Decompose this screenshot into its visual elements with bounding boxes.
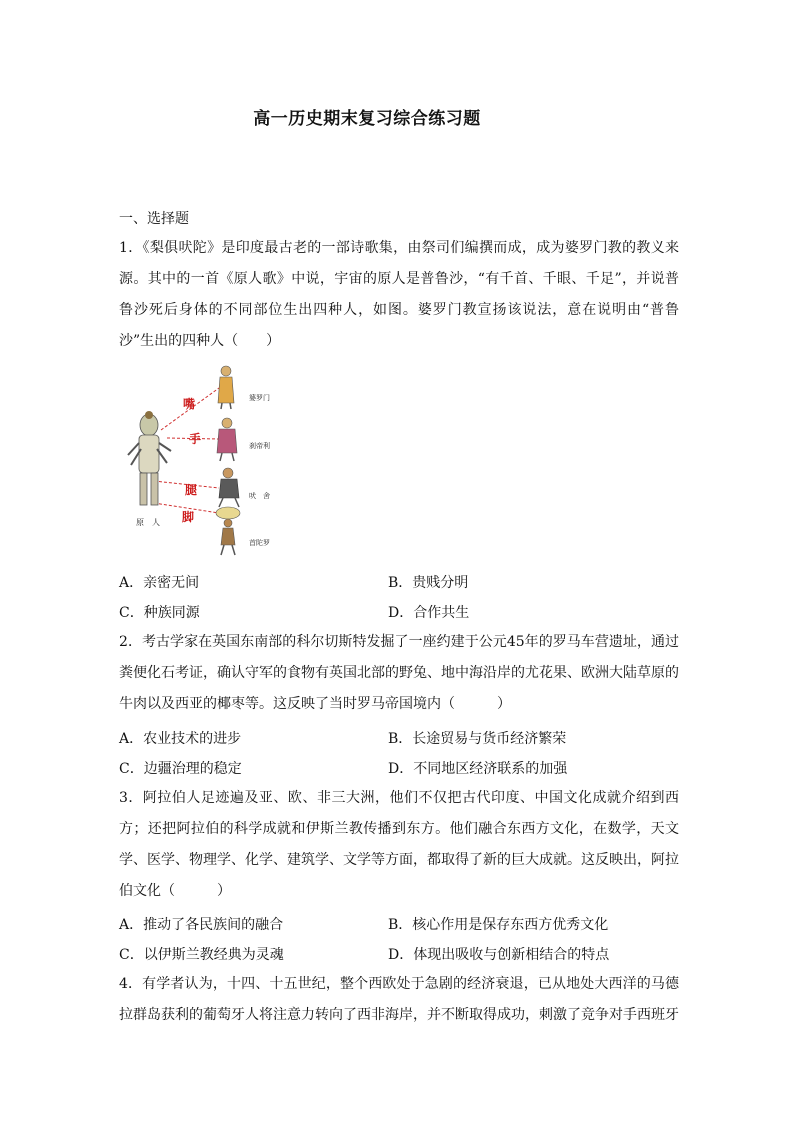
section-heading: 一、选择题: [119, 211, 189, 227]
question-3-options-row-1: [119, 914, 679, 936]
question-1-options-row-2: [119, 602, 679, 624]
body-part-mouth: 嘴: [183, 397, 196, 411]
origin-label: 原 人: [136, 518, 160, 527]
q1-option-b[interactable]: B．贵贱分明: [388, 575, 469, 591]
q3-option-c[interactable]: C．以伊斯兰教经典为灵魂: [119, 947, 284, 963]
q1-option-c[interactable]: C．种族同源: [119, 605, 200, 621]
question-4-text: 4．有学者认为，十四、十五世纪，整个西欧处于急剧的经济衰退，已从地处大西洋的马德拉群岛获利的葡萄牙人将注意力转向了西非海岸，并不断取得成功，刺激了竞争对手西班牙: [119, 976, 679, 1023]
body-part-hand: 手: [189, 432, 202, 446]
caste-shudra: 首陀罗: [249, 539, 270, 547]
q3-option-b[interactable]: B．核心作用是保存东西方优秀文化: [388, 917, 609, 933]
purusha-figure: [128, 411, 171, 505]
caste-brahmin: 婆罗门: [249, 394, 270, 402]
question-1-text: 1．《梨俱吠陀》是印度最古老的一部诗歌集，由祭司们编撰而成，成为婆罗门教的教义来源。其中的一首《原人歌》中说，宇宙的原人是普鲁沙，“有千首、千眼、千足”，并说普鲁沙死后身体的不同部位生出四种人，如图。婆罗门教宣扬该说法，意在说明由“普鲁沙”生出的四种人（ ）: [119, 240, 679, 349]
question-1-options-row-1: [119, 572, 679, 594]
caste-kshatriya: 刹帝利: [249, 442, 270, 450]
q2-option-a[interactable]: A．农业技术的进步: [119, 731, 242, 747]
question-2-text: 2．考古学家在英国东南部的科尔切斯特发掘了一座约建于公元45年的罗马车营遗址，通过粪便化石考证，确认守军的食物有英国北部的野兔、地中海沿岸的尤花果、欧洲大陆草原的牛肉以及西亚的椰枣等。这反映了当时罗马帝国境内（ ）: [119, 634, 679, 712]
page-title: 高一历史期末复习综合练习题: [253, 109, 481, 129]
q3-option-a[interactable]: A．推动了各民族间的融合: [119, 917, 284, 933]
question-2-options-row-1: [119, 728, 679, 750]
caste-vaishya: 吠 舍: [249, 492, 270, 500]
q2-option-d[interactable]: D．不同地区经济联系的加强: [388, 761, 568, 777]
brahmin-figure: [218, 366, 234, 409]
body-part-leg: 腿: [185, 483, 198, 497]
q2-option-b[interactable]: B．长途贸易与货币经济繁荣: [388, 731, 567, 747]
q1-option-d[interactable]: D．合作共生: [388, 605, 470, 621]
question-3-text: 3．阿拉伯人足迹遍及亚、欧、非三大洲，他们不仅把古代印度、中国文化成就介绍到西方；还把阿拉伯的科学成就和伊斯兰教传播到东方。他们融合东西方文化，在数学，天文学、医学、物理学、化学、建筑学、文学等方面，都取得了新的巨大成就。这反映出，阿拉伯文化（ ）: [119, 790, 679, 899]
question-2-options-row-2: [119, 758, 679, 780]
vaishya-figure: [219, 468, 239, 507]
q2-option-c[interactable]: C．边疆治理的稳定: [119, 761, 242, 777]
q3-option-d[interactable]: D．体现出吸收与创新相结合的特点: [388, 947, 610, 963]
q1-option-a[interactable]: A．亲密无间: [119, 575, 200, 591]
caste-origin-figure: [119, 363, 289, 563]
question-3-options-row-2: [119, 944, 679, 966]
kshatriya-figure: [217, 418, 237, 461]
body-part-foot: 脚: [182, 510, 195, 524]
shudra-figure: [216, 507, 240, 555]
